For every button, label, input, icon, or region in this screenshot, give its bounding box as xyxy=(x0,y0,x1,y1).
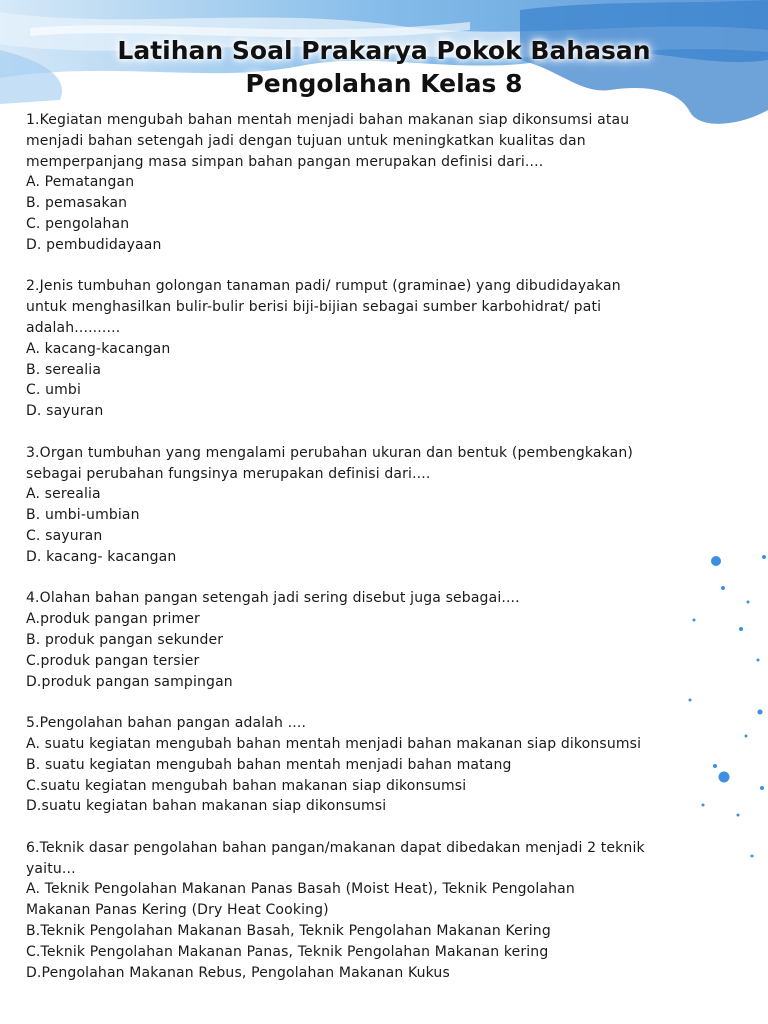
question-block xyxy=(26,588,766,692)
title-line-1: Latihan Soal Prakarya Pokok Bahasan xyxy=(117,36,651,65)
question-line: untuk menghasilkan bulir-bulir berisi biji-bijian sebagai sumber karbohidrat/ pati xyxy=(26,299,602,316)
question-line: B. serealia xyxy=(26,361,102,378)
question-text: 6.Teknik dasar pengolahan bahan pangan/makanan dapat dibedakan menjadi 2 teknik xyxy=(26,839,645,856)
question-block xyxy=(26,713,766,817)
question-line: B. produk pangan sekunder xyxy=(26,631,224,648)
question-block xyxy=(26,443,766,568)
question-line: A. suatu kegiatan mengubah bahan mentah menjadi bahan makanan siap dikonsumsi xyxy=(26,735,642,752)
question-line: D. sayuran xyxy=(26,403,104,420)
question-line: D. pembudidayaan xyxy=(26,236,162,253)
title-line-2: Pengolahan Kelas 8 xyxy=(245,69,523,98)
question-text: 4.Olahan bahan pangan setengah jadi sering disebut juga sebagai.... xyxy=(26,590,520,607)
page-title xyxy=(0,34,768,100)
question-block xyxy=(26,276,766,422)
question-line: C. pengolahan xyxy=(26,215,130,232)
question-line: sebagai perubahan fungsinya merupakan definisi dari.... xyxy=(26,465,431,482)
question-block xyxy=(26,110,766,256)
question-text: 3.Organ tumbuhan yang mengalami perubahan ukuran dan bentuk (pembengkakan) xyxy=(26,444,634,461)
question-line: Makanan Panas Kering (Dry Heat Cooking) xyxy=(26,902,329,919)
question-line: menjadi bahan setengah jadi dengan tujuan untuk meningkatkan kualitas dan xyxy=(26,132,586,149)
question-text: 1.Kegiatan mengubah bahan mentah menjadi bahan makanan siap dikonsumsi atau xyxy=(26,112,630,128)
question-line: C. umbi xyxy=(26,382,82,399)
question-line: A. Pematangan xyxy=(26,174,135,191)
question-line: D.Pengolahan Makanan Rebus, Pengolahan Makanan Kukus xyxy=(26,964,450,981)
question-line: A. serealia xyxy=(26,486,101,503)
question-line: yaitu... xyxy=(26,860,76,877)
question-line: A. Teknik Pengolahan Makanan Panas Basah (Moist Heat), Teknik Pengolahan xyxy=(26,881,575,898)
question-line: A.produk pangan primer xyxy=(26,611,200,628)
question-line: B. pemasakan xyxy=(26,195,128,212)
question-line: B. suatu kegiatan mengubah bahan mentah menjadi bahan matang xyxy=(26,756,512,773)
question-text: 2.Jenis tumbuhan golongan tanaman padi/ rumput (graminae) yang dibudidayakan xyxy=(26,278,621,295)
question-line: C.suatu kegiatan mengubah bahan makanan siap dikonsumsi xyxy=(26,777,467,794)
question-line: C. sayuran xyxy=(26,527,103,544)
question-text: 5.Pengolahan bahan pangan adalah .... xyxy=(26,715,307,732)
question-line: C.Teknik Pengolahan Makanan Panas, Teknik Pengolahan Makanan kering xyxy=(26,943,549,960)
question-line: memperpanjang masa simpan bahan pangan merupakan definisi dari.... xyxy=(26,153,544,170)
question-line: C.produk pangan tersier xyxy=(26,652,200,669)
question-line: adalah.......... xyxy=(26,319,121,336)
question-line: B. umbi-umbian xyxy=(26,507,140,524)
question-line: A. kacang-kacangan xyxy=(26,340,171,357)
question-line: B.Teknik Pengolahan Makanan Basah, Teknik Pengolahan Makanan Kering xyxy=(26,923,551,940)
question-line: D. kacang- kacangan xyxy=(26,548,177,565)
question-line: D.produk pangan sampingan xyxy=(26,673,233,690)
question-line: D.suatu kegiatan bahan makanan siap dikonsumsi xyxy=(26,798,387,815)
question-block xyxy=(26,838,766,984)
question-list xyxy=(26,110,766,1004)
